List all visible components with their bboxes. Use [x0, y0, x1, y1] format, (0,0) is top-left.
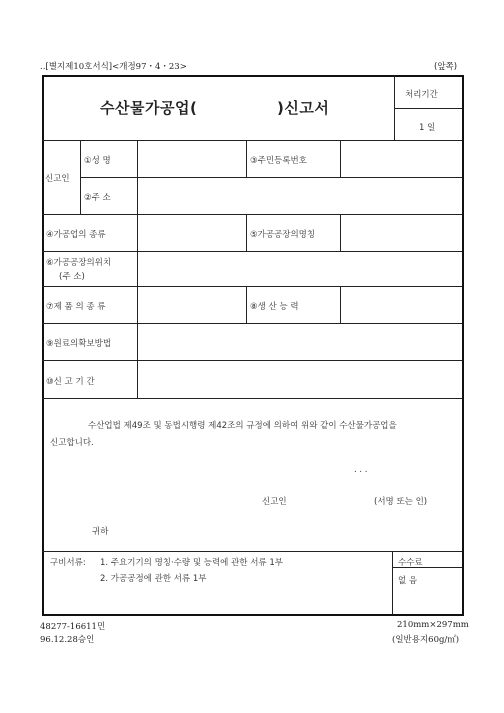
required-docs-label: 구비서류: [50, 558, 86, 568]
plant-location-label: ⑥가공공장의위치 [46, 258, 112, 268]
name-field[interactable] [138, 141, 245, 176]
page-side-label: (앞쪽) [434, 62, 458, 72]
business-type-label: ④가공업의 종류 [46, 230, 106, 240]
plant-location-field[interactable] [138, 252, 461, 285]
capacity-label: ⑧생 산 능 력 [250, 302, 299, 312]
paper-spec: (일반용지60g/㎡) [392, 635, 460, 645]
signer-label: 신고인 [262, 497, 287, 507]
processing-period-value: 1 일 [419, 123, 436, 133]
fee-value: 없 음 [398, 576, 418, 586]
address-field[interactable] [138, 178, 461, 213]
plant-location-sub-label: (주 소) [59, 272, 85, 282]
required-doc-1: 1. 주요기기의 명칭·수량 및 능력에 관한 서류 1부 [100, 558, 283, 568]
reporter-group-label: 신고인 [45, 174, 70, 184]
report-period-field[interactable] [138, 361, 461, 397]
capacity-field[interactable] [341, 287, 461, 322]
business-kind-blank[interactable] [200, 92, 276, 116]
resident-number-label: ③주민등록번호 [250, 156, 307, 166]
approval-date: 96.12.28승인 [40, 635, 95, 645]
report-period-label: ⑩신 고 기 간 [46, 377, 95, 387]
business-type-field[interactable] [138, 215, 245, 250]
form-reference: ..[별지제10호서식]<개정97・4・23> [40, 62, 187, 72]
product-type-field[interactable] [138, 287, 245, 322]
statement-line-1: 수산업법 제49조 및 동법시행령 제42조의 규정에 의하여 위와 같이 수산물가공업을 [88, 421, 397, 431]
address-label: ②주 소 [84, 193, 111, 203]
form-title-left: 수산물가공업( [100, 99, 198, 117]
plant-name-field[interactable] [341, 215, 461, 250]
date-marks: . . . [354, 465, 368, 475]
paper-size: 210mm×297mm [397, 620, 469, 630]
name-label: ①성 명 [84, 156, 111, 166]
required-doc-2: 2. 가공공정에 관한 서류 1부 [100, 574, 207, 584]
form-code: 48277-16611민 [40, 622, 106, 632]
statement-line-2: 신고합니다. [50, 438, 94, 448]
form-title-right: )신고서 [277, 99, 330, 117]
processing-period-label: 처리기간 [405, 90, 438, 100]
addressee-label: 귀하 [92, 527, 109, 537]
raw-material-field[interactable] [138, 324, 461, 359]
resident-number-field[interactable] [341, 141, 461, 176]
plant-name-label: ⑤가공공장의명칭 [250, 230, 316, 240]
product-type-label: ⑦제 품 의 종 류 [46, 302, 106, 312]
signature-note: (서명 또는 인) [374, 497, 428, 507]
raw-material-label: ⑨원료의확보방법 [46, 339, 112, 349]
fee-label: 수수료 [398, 558, 423, 568]
